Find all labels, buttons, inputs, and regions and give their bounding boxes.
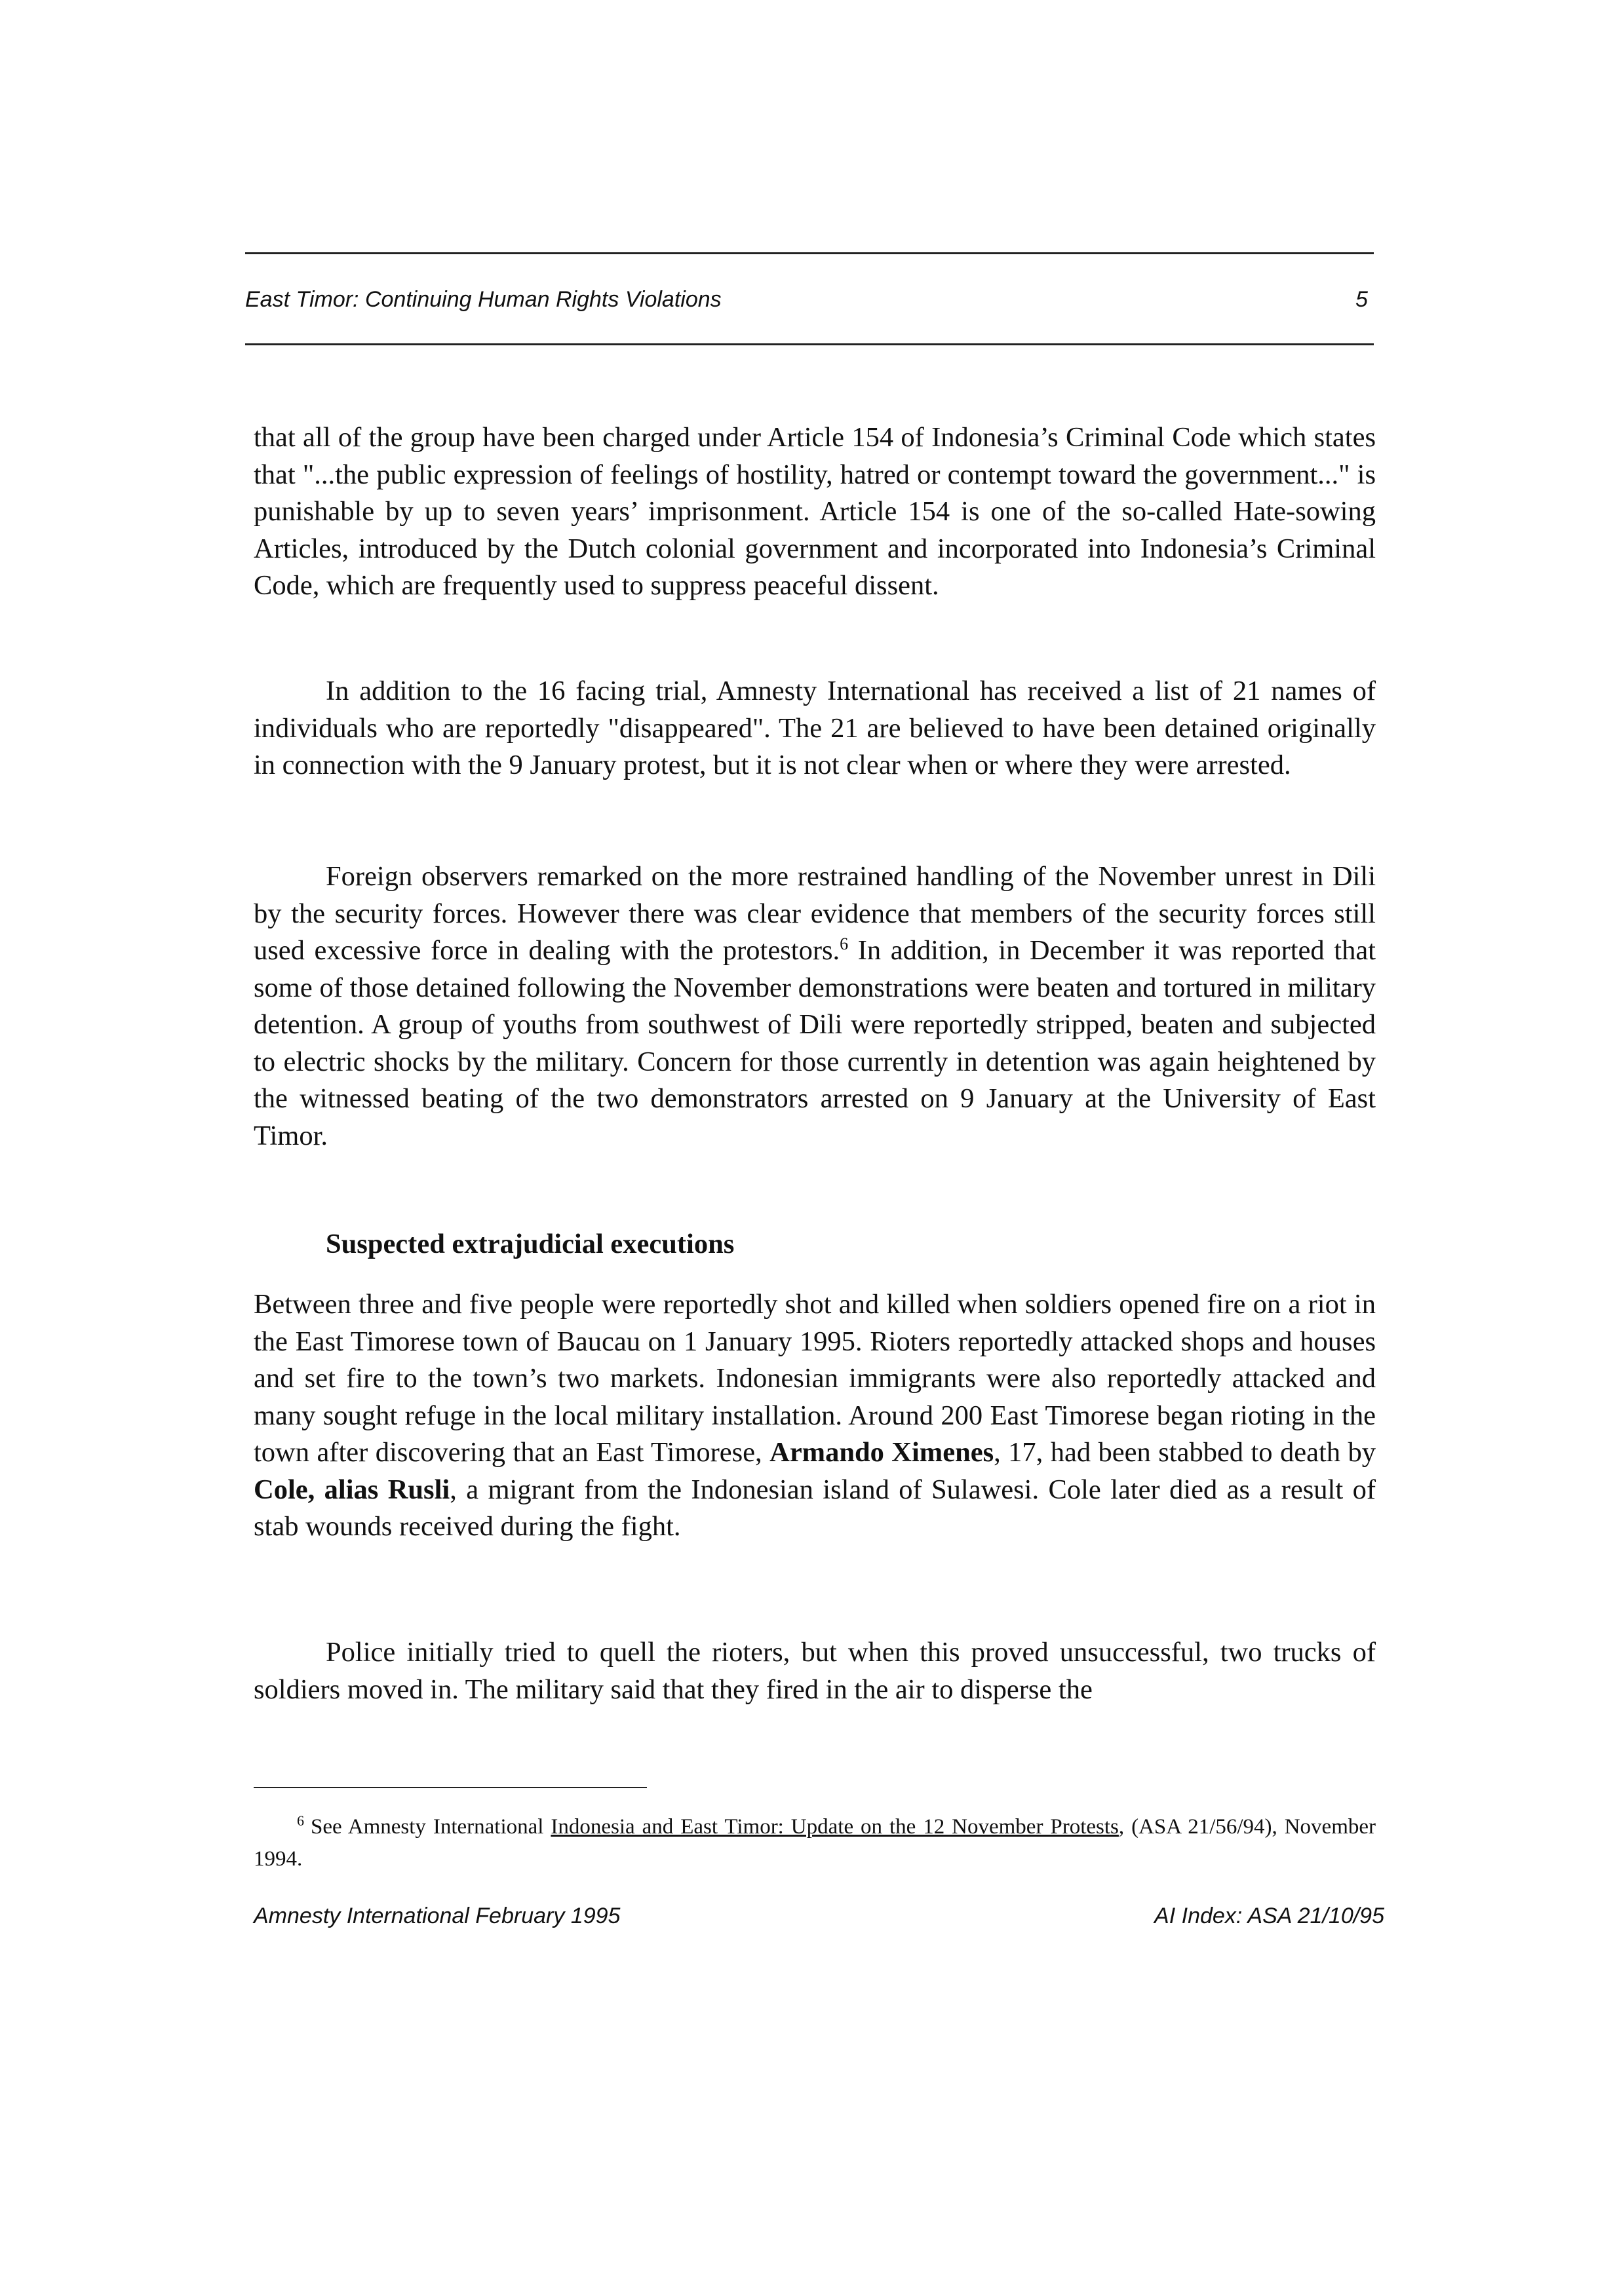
section-heading: Suspected extrajudicial executions [326, 1229, 735, 1259]
page-number: 5 [1355, 287, 1368, 312]
footnote-reference: 6 [840, 934, 849, 953]
paragraph-4 [254, 1286, 1376, 1546]
paragraph-1: that all of the group have been charged under Article 154 of Indonesia’s Criminal Code which states that "...the public expression of feelings of hostility, hatred or contempt toward the government..." is punishable by up to seven years’ imprisonment. Article 154 is one of the so-called Hate-sowing Articles, introduced by the Dutch colonial government and incorporated into Indonesia’s Criminal Code, which are frequently used to suppress peaceful dissent. [254, 422, 1376, 601]
paragraph-4-text-b: , 17, had been stabbed to death by [994, 1437, 1376, 1468]
footnote-rule [254, 1787, 647, 1788]
running-title: East Timor: Continuing Human Rights Violations [245, 287, 722, 312]
paragraph-3-text-a: Foreign observers remarked on the more restrained handling of the November unrest in Dili by the security forces. However there was clear evidence that members of the security forces still used excessive force in dealing with the protestors. [254, 861, 1376, 966]
paragraph-4-text-a: Between three and five people were reportedly shot and killed when soldiers opened fire on a riot in the East Timorese town of Baucau on 1 January 1995. Rioters reportedly attacked shops and houses and set fire to the town’s two markets. Indonesian immigrants were also reportedly attacked and many sought refuge in the local military installation. Around 200 East Timorese began rioting in the town after discovering that an East Timorese, [254, 1289, 1376, 1468]
footnote-mark: 6 [297, 1812, 304, 1829]
footer-ai-index: AI Index: ASA 21/10/95 [1154, 1904, 1384, 1928]
paragraph-5: Police initially tried to quell the rioters, but when this proved unsuccessful, two trucks of soldiers moved in. The military said that they fired in the air to disperse the [254, 1637, 1376, 1705]
person-name-cole-rusli: Cole, alias Rusli [254, 1474, 450, 1505]
header-rule-top [245, 252, 1374, 254]
paragraph-4-text-c: , a migrant from the Indonesian island of Sulawesi. Cole later died as a result of stab wounds received during the fight. [254, 1474, 1376, 1542]
footnote-cited-title: Indonesia and East Timor: Update on the 12 November Protests [551, 1815, 1119, 1839]
footer-publisher-date: Amnesty International February 1995 [254, 1904, 621, 1928]
paragraph-3 [254, 858, 1376, 1155]
footnote [254, 1811, 1376, 1875]
paragraph-3-text-b: In addition, in December it was reported that some of those detained following the November demonstrations were beaten and tortured in military detention. A group of youths from southwest of Dili were reportedly stripped, beaten and subjected to electric shocks by the military. Concern for those currently in detention was again heightened by the witnessed beating of the two demonstrators arrested on 9 January at the University of East Timor. [254, 935, 1376, 1151]
footnote-prefix: See Amnesty International [311, 1815, 551, 1839]
paragraph-2: In addition to the 16 facing trial, Amnesty International has received a list of 21 names of individuals who are reportedly "disappeared". The 21 are believed to have been detained originally in connection with the 9 January protest, but it is not clear when or where they were arrested. [254, 676, 1376, 780]
footnote-suffix: , (ASA 21/56/94), November 1994. [254, 1815, 1376, 1871]
header-rule-bottom [245, 343, 1374, 345]
person-name-armando-ximenes: Armando Ximenes [769, 1437, 994, 1468]
